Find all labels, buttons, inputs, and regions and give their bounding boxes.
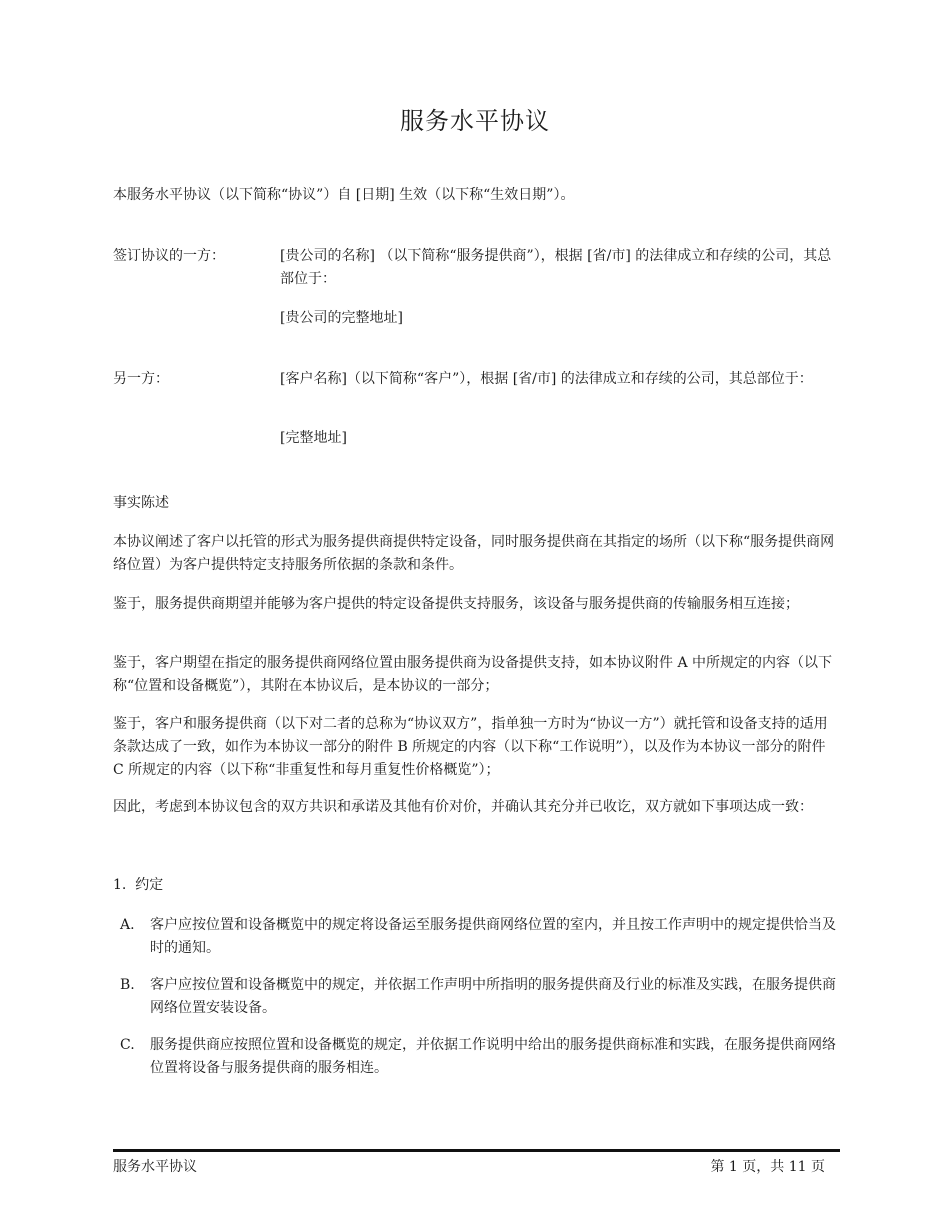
recital-paragraph: 本协议阐述了客户以托管的形式为服务提供商提供特定设备，同时服务提供商在其指定的场所（以下称“服务提供商网络位置）为客户提供特定支持服务所依据的条款和条件。	[113, 534, 835, 573]
recital-paragraph: 鉴于，服务提供商期望并能够为客户提供的特定设备提供支持服务，该设备与服务提供商的传输服务相互连接；	[113, 596, 799, 612]
list-item-text: 客户应按位置和设备概览中的规定将设备运至服务提供商网络位置的室内，并且按工作声明中的规定提供恰当及时的通知。	[150, 917, 836, 956]
party1-description: [贵公司的名称] （以下简称“服务提供商”），根据 [省/市] 的法律成立和存续的公司，其总部位于：	[280, 248, 832, 287]
recitals-heading: 事实陈述	[113, 495, 169, 511]
party1-address: [贵公司的完整地址]	[280, 310, 403, 326]
party2-label: 另一方：	[113, 371, 169, 387]
intro-paragraph: 本服务水平协议（以下简称“协议”）自 [日期] 生效（以下称“生效日期”）。	[113, 187, 575, 203]
list-item-marker: C.	[120, 1037, 135, 1053]
party2-address: [完整地址]	[280, 430, 347, 446]
recital-paragraph: 因此，考虑到本协议包含的双方共识和承诺及其他有价对价，并确认其充分并已收讫，双方就如下事项达成一致：	[113, 799, 813, 815]
party1-label: 签订协议的一方：	[113, 248, 225, 264]
footer-page-number: 第 1 页，共 11 页	[710, 1159, 825, 1175]
footer-rule	[113, 1149, 840, 1152]
section1-heading: 1. 约定	[113, 877, 164, 893]
list-item-text: 服务提供商应按照位置和设备概览的规定，并依据工作说明中给出的服务提供商标准和实践，在服务提供商网络位置将设备与服务提供商的服务相连。	[150, 1037, 836, 1076]
document-title: 服务水平协议	[400, 107, 550, 135]
list-item-text: 客户应按位置和设备概览中的规定，并依据工作声明中所指明的服务提供商及行业的标准及实践，在服务提供商网络位置安装设备。	[150, 977, 836, 1016]
recital-paragraph: 鉴于，客户期望在指定的服务提供商网络位置由服务提供商为设备提供支持，如本协议附件 A 中所规定的内容（以下称“位置和设备概览”），其附在本协议后，是本协议的一部分；	[113, 655, 833, 694]
list-item-marker: A.	[120, 917, 135, 933]
party2-description: [客户名称]（以下简称“客户”），根据 [省/市] 的法律成立和存续的公司，其总部位于：	[280, 371, 813, 387]
list-item-marker: B.	[120, 977, 135, 993]
recital-paragraph: 鉴于，客户和服务提供商（以下对二者的总称为“协议双方”，指单独一方时为“协议一方”）就托管和设备支持的适用条款达成了一致，如作为本协议一部分的附件 B 所规定的内容（以下称“工作说明”），以及作为本协议一部分的附件 C 所规定的内容（以下称“非重复性和每月重复性价格概览”）；	[113, 716, 828, 778]
footer-document-name: 服务水平协议	[113, 1159, 197, 1175]
